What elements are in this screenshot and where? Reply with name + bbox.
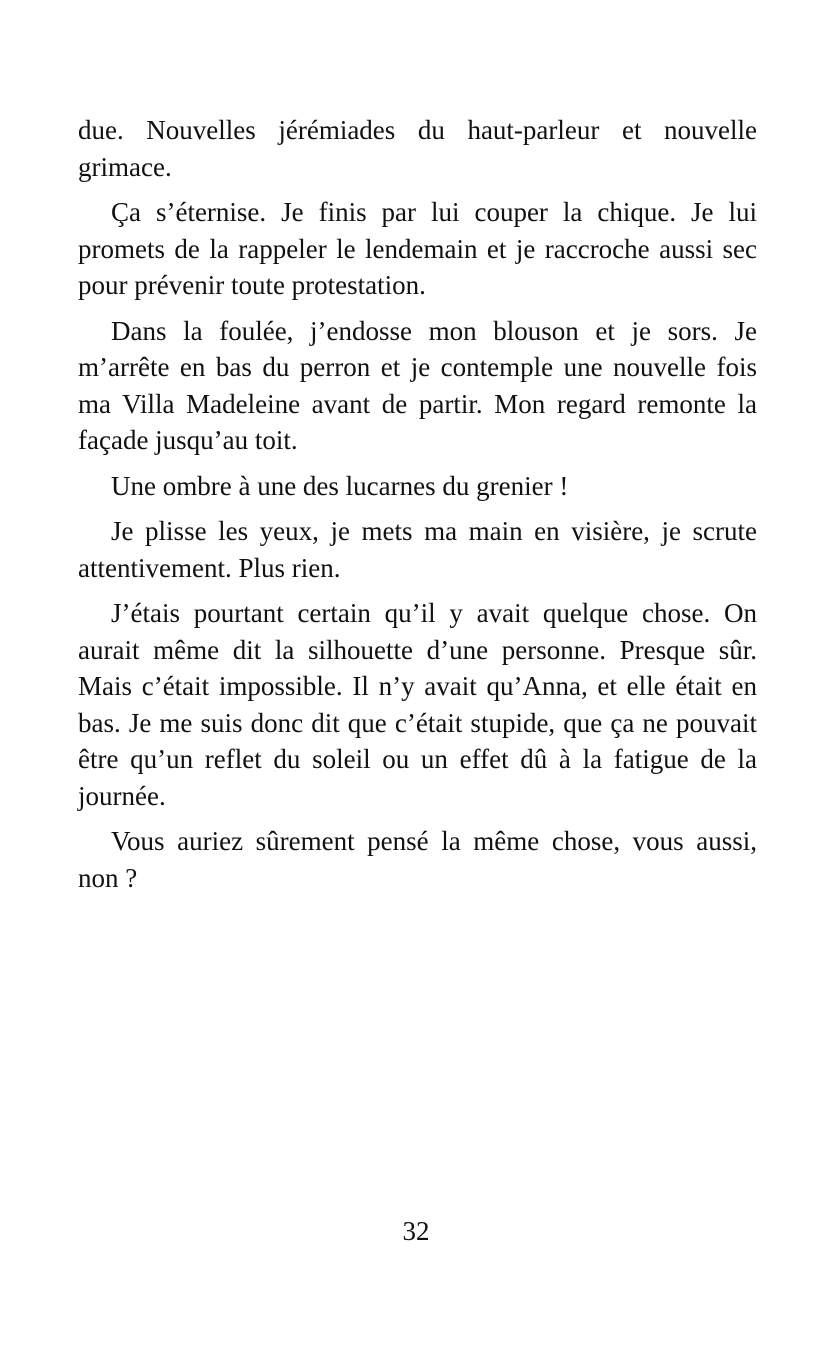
paragraph-1: due. Nouvelles jérémiades du haut-parleur et nouvelle grimace. — [78, 115, 757, 182]
paragraph-3: Dans la foulée, j’endosse mon blouson et je sors. Je m’arrête en bas du perron et je contemple une nouvelle fois ma Villa Madeleine avant de partir. Mon regard remonte la façade jusqu’au toit. — [78, 315, 757, 455]
paragraph-6: J’étais pourtant certain qu’il y avait quelque chose. On aurait même dit la silhouette d’une personne. Presque sûr. Mais c’était impossible. Il n’y avait qu’Anna, et elle était en bas. Je me suis donc dit que c’était stupide, que ça ne pouvait être qu’un reflet du soleil ou un effet dû à la fatigue de la journée. — [78, 598, 757, 811]
paragraph-5: Je plisse les yeux, je mets ma main en visière, je scrute attentivement. Plus rien. — [78, 516, 757, 583]
page-number: 32 — [402, 1216, 430, 1246]
paragraph-2: Ça s’éternise. Je finis par lui couper la chique. Je lui promets de la rappeler le lendemain et je raccroche aussi sec pour prévenir toute protestation. — [78, 197, 757, 300]
paragraph-4: Une ombre à une des lucarnes du grenier ! — [111, 470, 569, 501]
body-text — [78, 112, 757, 905]
paragraph-7: Vous auriez sûrement pensé la même chose, vous aussi, non ? — [78, 826, 757, 893]
